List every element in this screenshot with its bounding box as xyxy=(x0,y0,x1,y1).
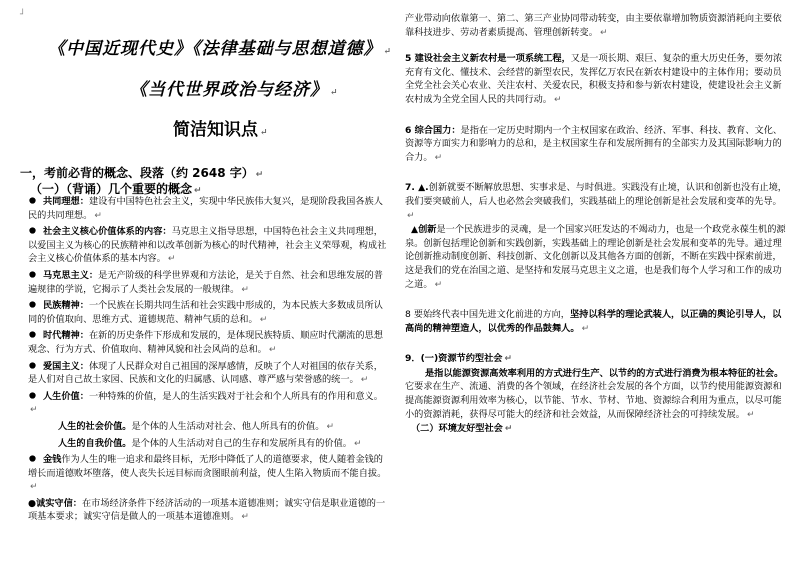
paragraph: 6 综合国力：是指在一定历史时期内一个主权国家在政治、经济、军事、科技、教育、文化、资源等方面实力和影响力的总和，是主权国家生存和发展所拥有的全部实力及其国际影响力的合力。 ↵ xyxy=(405,124,783,163)
paragraph: 7. ▲.创新就要不断解放思想、实事求是、与时俱进。实践没有止境，认识和创新也没有止境，我们要突破前人，后人也必然会突破我们，实践基础上的理论创新是社会发展和变革的先导。↵ xyxy=(405,182,787,221)
concept-list xyxy=(28,195,390,527)
list-item: 金钱作为人生的唯一追求和最终目标，无形中降低了人的道德要求，使人随着金钱的增长而道德败坏堕落，使人丧失长远目标而贪图眼前利益，使人生陷入物质而不能自拔。↵ xyxy=(28,454,387,493)
title-line-3: 简洁知识点 ↵ xyxy=(173,120,268,140)
paragraph-heading: 9．(一)资源节约型社会 ↵ xyxy=(405,353,513,365)
list-item: 马克思主义：是无产阶级的科学世界观和方法论，是关于自然、社会和思维发展的普遍规律的学说，它揭示了人类社会发展的一般规律。 ↵ xyxy=(28,269,383,295)
list-item: 共同理想：建设有中国特色社会主义，实现中华民族伟大复兴，是现阶段我国各族人民的共同理想。 ↵ xyxy=(28,196,383,221)
crop-mark: ┘ xyxy=(20,10,26,20)
bullet-icon xyxy=(29,362,35,368)
right-text xyxy=(405,12,787,437)
list-item: 时代精神：在新的历史条件下形成和发展的，是体现民族特质、顺应时代潮流的思想观念、行为方式、价值取向、精神风貌和社会风尚的总和。 ↵ xyxy=(28,330,383,355)
list-item: 人生的自我价值。是个体的人生活动对自己的生存和发展所具有的价值。 ↵ xyxy=(58,437,362,449)
list-item: 人生价值：一种特殊的价值，是人的生活实践对于社会和个人所具有的作用和意义。↵ xyxy=(30,390,383,416)
bullet-icon xyxy=(29,455,35,461)
title-line-1: 《中国近现代史》《法律基础与思想道德》 ↵ xyxy=(48,39,393,59)
paragraph: 产业带动向依靠第一、第二、第三产业协同带动转变，由主要依靠增加物质资源消耗向主要依靠科技进步、劳动者素质提高、管理创新转变。 ↵ xyxy=(405,13,782,38)
bullet-icon xyxy=(29,271,35,277)
title-line-2: 《当代世界政治与经济》 ↵ xyxy=(130,80,339,100)
paragraph: ▲创新是一个民族进步的灵魂，是一个国家兴旺发达的不竭动力，也是一个政党永葆生机的源泉。创新包括理论创新和实践创新，实践基础上的理论创新是社会发展和变革的先导。通过理论创新推动制度创新、科技创新、文化创新以及其他各方面的创新，不断在实践中探索前进，这是我们的党在治国之道、是坚持和发展马克思主义之道，也是我们每个人学习和工作的成功之道。 ↵ xyxy=(405,224,786,290)
list-item: 民族精神：一个民族在长期共同生活和社会实践中形成的，为本民族大多数成员所认同的价值取向、思维方式、道德规范、精神气质的总和。 ↵ xyxy=(28,300,383,325)
list-item: 人生的社会价值。是个体的人生活动对社会、他人所具有的价值。 ↵ xyxy=(58,420,334,432)
paragraph: 8 要始终代表中国先进文化前进的方向，坚持以科学的理论武装人，以正确的舆论引导人，以高尚的精神塑造人，以优秀的作品鼓舞人。 ↵ xyxy=(405,309,782,334)
right-page xyxy=(400,0,795,582)
subsection-heading: （一）（背诵）几个重要的概念 ↵ xyxy=(30,182,202,196)
bullet-icon xyxy=(29,392,35,398)
bullet-icon xyxy=(29,302,35,308)
bullet-icon xyxy=(29,332,35,338)
paragraph: 5 建设社会主义新农村是一项系统工程，又是一项长期、艰巨、复杂的重大历史任务，要勿浓充育有文化、懂技术、会经营的新型农民，发挥亿万农民在新农村建设中的主体作用；要动员全党全社会关心农业、关注农村、关爱农民，积极支持和参与新农村建设，使建设社会主义新农村成为全党全国人民的共同行动。 ↵ xyxy=(405,53,783,105)
list-item: 社会主义核心价值体系的内容：马克思主义指导思想，中国特色社会主义共同理想，以爱国主义为核心的民族精神和以改革创新为核心的时代精神，社会主义荣辱观，构成社会主义核心价值体系的基本内容。 ↵ xyxy=(28,226,387,265)
paragraph-heading: （二）环境友好型社会 ↵ xyxy=(411,423,513,435)
list-item: ●诚实守信：在市场经济条件下经济活动的一项基本道德准则；诚实守信是职业道德的一项基本要求；诚实守信是做人的一项基本道德准则。 ↵ xyxy=(28,497,386,523)
list-item: 爱国主义：体现了人民群众对自己祖国的深厚感情，反映了个人对祖国的依存关系，是人们对自己故土家园、民族和文化的归属感、认同感、尊严感与荣誉感的统一。 ↵ xyxy=(28,360,383,386)
section-heading: 一，考前必背的概念、段落（约 2648 字） ↵ xyxy=(20,166,264,180)
paragraph: 是指以能源资源高效率利用的方式进行生产、以节约的方式进行消费为根本特征的社会。它要求在生产、流通、消费的各个领域，在经济社会发展的各个方面，以节约使用能源资源和提高能源资源利用效率为核心，以节能、节水、节材、节地、资源综合利用为重点，以尽可能小的资源消耗，获得尽可能大的经济和社会效益，从而保障经济社会的可持续发展。 ↵ xyxy=(405,367,784,420)
bullet-icon xyxy=(29,197,35,203)
bullet-icon xyxy=(29,228,35,234)
